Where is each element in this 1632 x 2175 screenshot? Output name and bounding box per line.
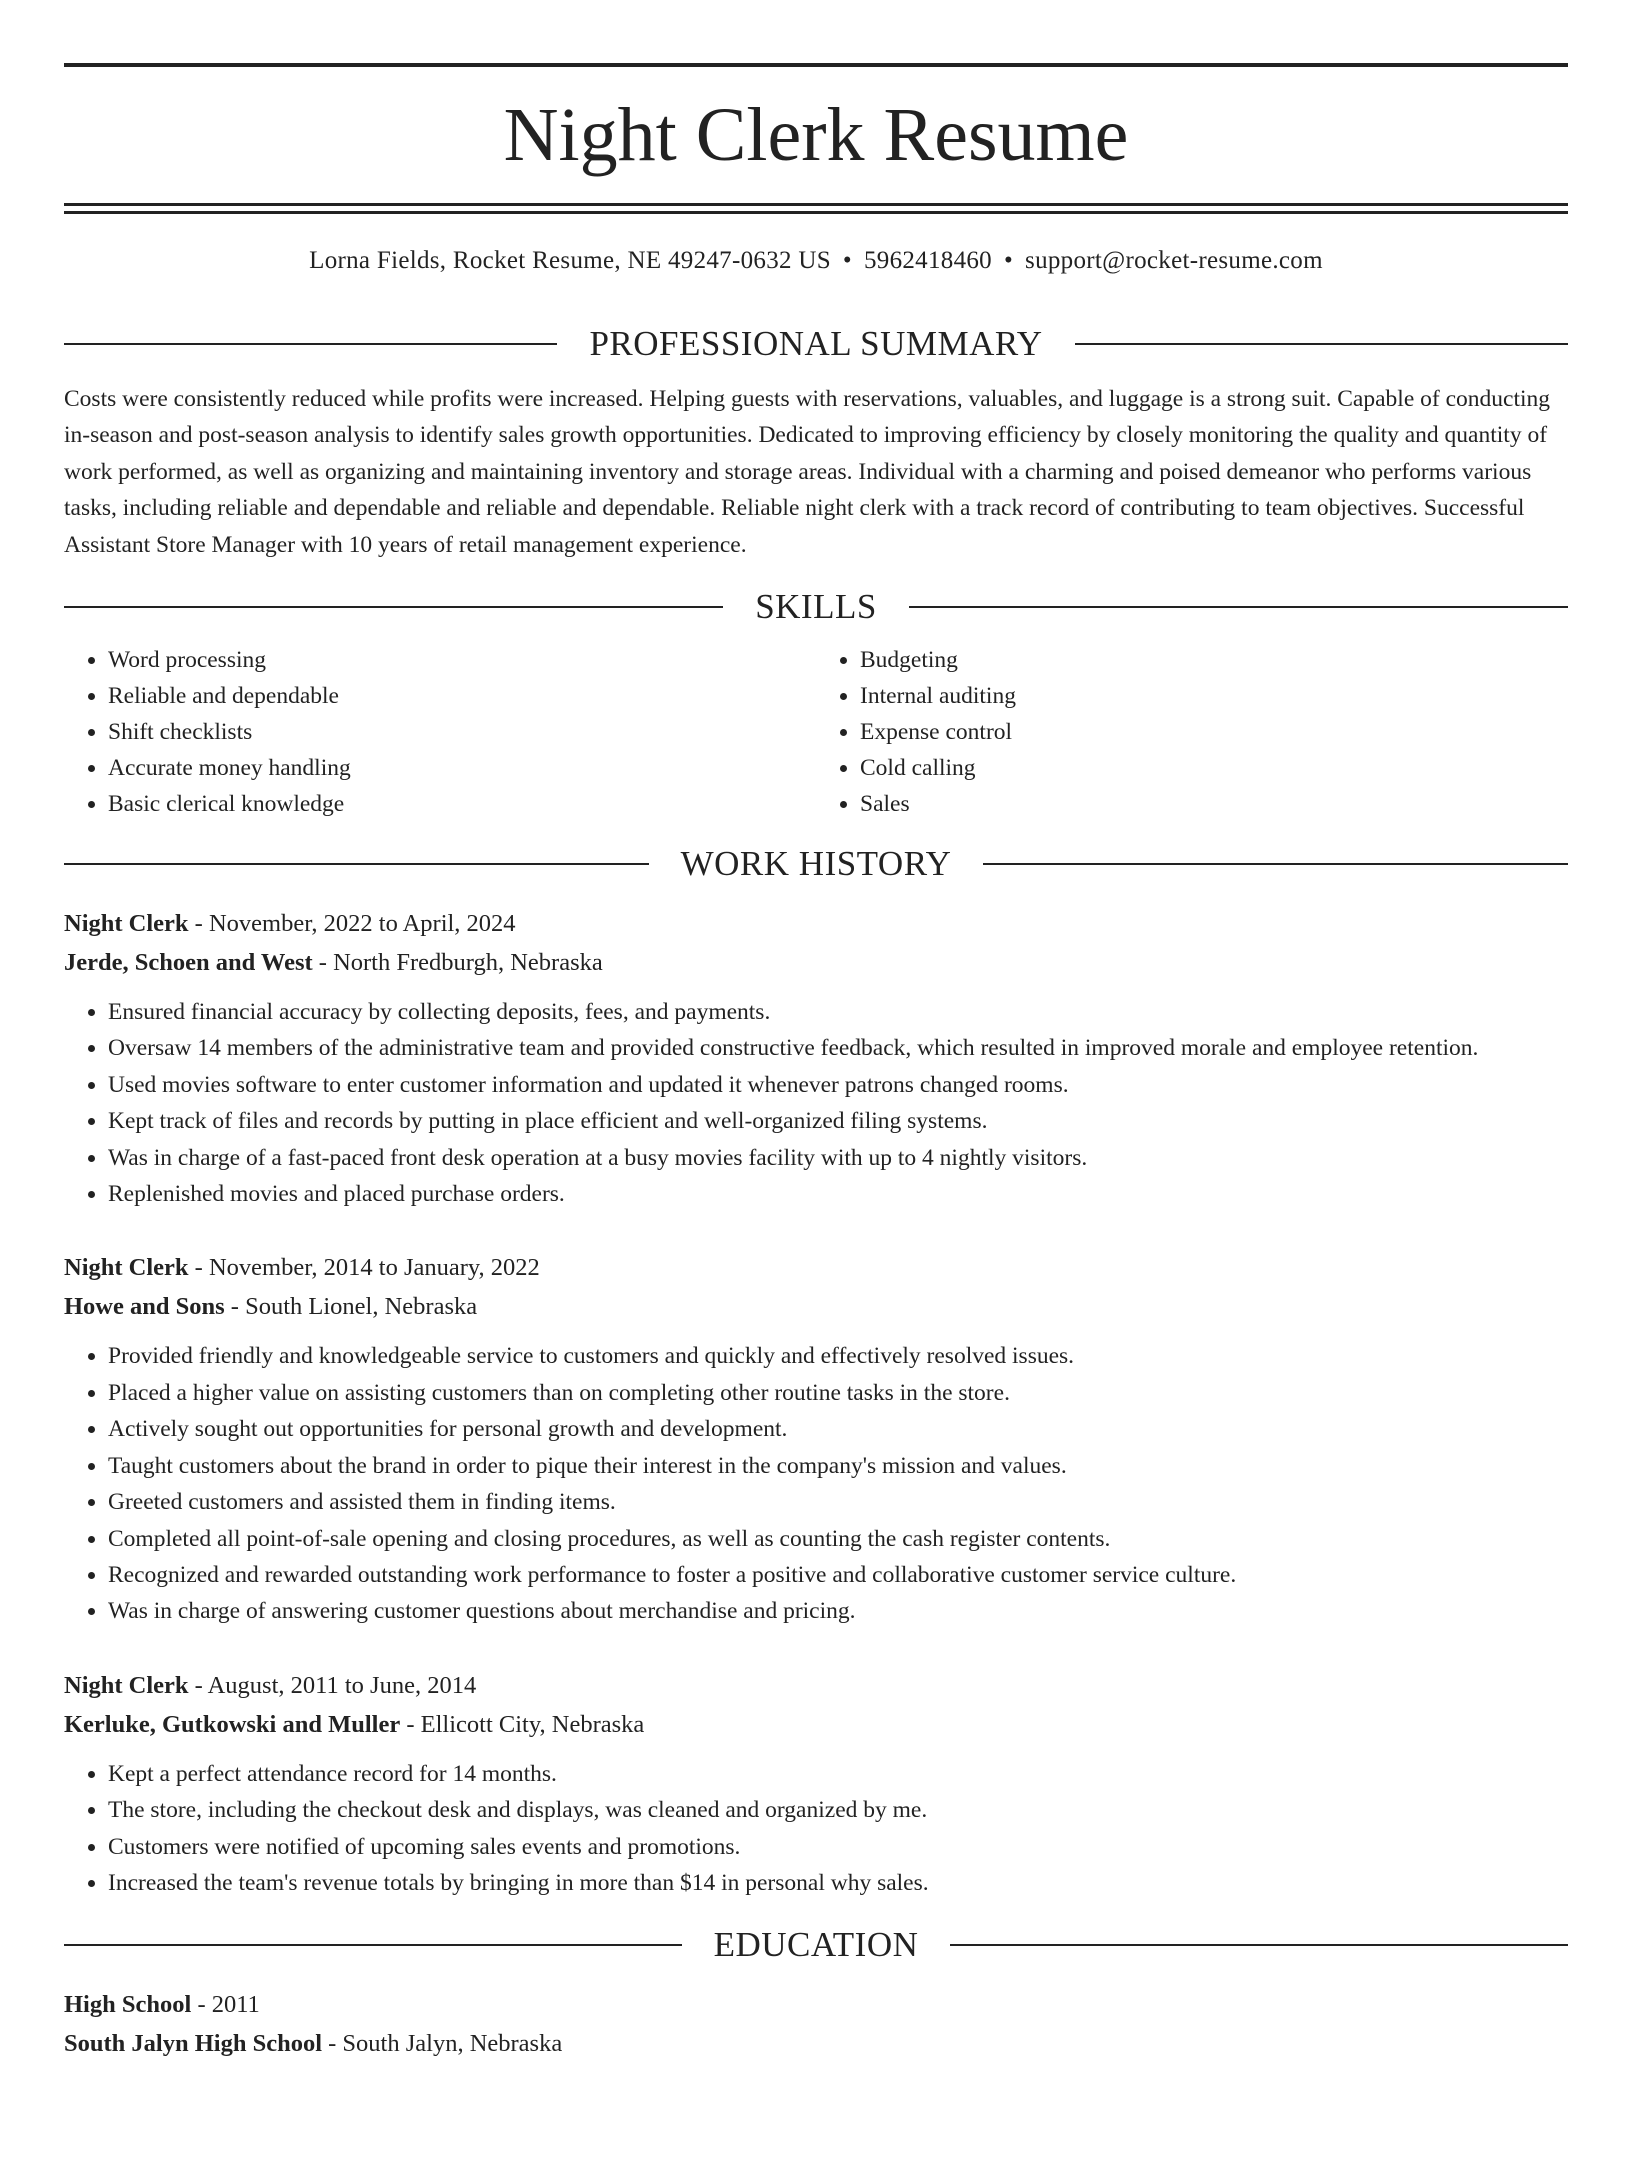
job-bullet: • Taught customers about the brand in order to pique their interest in the company's mission and values.	[108, 1448, 1568, 1484]
job-dates: - August, 2011 to June, 2014	[188, 1671, 477, 1699]
education-school: South Jalyn High School	[64, 2030, 323, 2058]
job-location: - South Lionel, Nebraska	[224, 1293, 478, 1321]
job-bullet: • Was in charge of a fast-paced front desk operation at a busy movies facility with up to 4 nightly visitors.	[108, 1140, 1568, 1176]
job-bullet: • Completed all point-of-sale opening and closing procedures, as well as counting the cash register contents.	[108, 1521, 1568, 1557]
job-title: Night Clerk	[64, 1254, 189, 1282]
job-company: Howe and Sons	[64, 1293, 225, 1321]
job-company-line	[64, 1705, 1568, 1744]
education-school-line	[64, 2024, 1568, 2063]
heading-rule-right	[909, 606, 1568, 608]
job-title-line	[64, 1248, 1568, 1287]
job-bullet: • Kept a perfect attendance record for 14 months.	[108, 1756, 1568, 1792]
job-bullet: • Provided friendly and knowledgeable service to customers and quickly and effectively resolved issues.	[108, 1338, 1568, 1374]
education-entry	[64, 1985, 1568, 2063]
section-heading-skills	[64, 585, 1568, 629]
education-year: - 2011	[191, 1991, 260, 2019]
skill-item: • Reliable and dependable	[108, 678, 816, 714]
contact-separator: •	[842, 247, 852, 274]
skill-item: • Sales	[860, 786, 1568, 822]
job-dates: - November, 2022 to April, 2024	[188, 910, 516, 938]
section-title: SKILLS	[755, 587, 877, 627]
heading-rule-right	[950, 1944, 1568, 1946]
job-bullet: • Customers were notified of upcoming sales events and promotions.	[108, 1829, 1568, 1865]
skill-item: • Basic clerical knowledge	[108, 786, 816, 822]
job-company-line	[64, 1287, 1568, 1326]
job-title: Night Clerk	[64, 1671, 189, 1699]
job-bullet: • Recognized and rewarded outstanding work performance to foster a positive and collaborative customer service culture.	[108, 1557, 1568, 1593]
education-degree: High School	[64, 1991, 192, 2019]
job-bullet: • Kept track of files and records by putting in place efficient and well-organized filing systems.	[108, 1103, 1568, 1139]
job-bullet: • The store, including the checkout desk and displays, was cleaned and organized by me.	[108, 1792, 1568, 1828]
job-bullet: • Actively sought out opportunities for personal growth and development.	[108, 1411, 1568, 1447]
contact-line	[64, 244, 1568, 278]
skills-column-right	[816, 642, 1568, 822]
skill-item: • Internal auditing	[860, 678, 1568, 714]
contact-phone: 5962418460	[863, 247, 992, 274]
job-location: - Ellicott City, Nebraska	[400, 1710, 645, 1738]
heading-rule-left	[64, 863, 649, 865]
resume-page	[0, 63, 1632, 2175]
skill-item: • Shift checklists	[108, 714, 816, 750]
job-bullets	[64, 1338, 1568, 1629]
section-title: WORK HISTORY	[680, 844, 952, 884]
skill-item: • Word processing	[108, 642, 816, 678]
education-degree-line	[64, 1985, 1568, 2024]
contact-email: support@rocket-resume.com	[1025, 247, 1323, 274]
job-entry	[64, 904, 1568, 1212]
job-bullet: • Placed a higher value on assisting customers than on completing other routine tasks in the store.	[108, 1375, 1568, 1411]
job-company-line	[64, 943, 1568, 982]
section-heading-summary	[64, 322, 1568, 366]
section-heading-education	[64, 1923, 1568, 1967]
heading-rule-left	[64, 343, 557, 345]
heading-rule-left	[64, 1944, 682, 1946]
job-bullet: • Replenished movies and placed purchase orders.	[108, 1176, 1568, 1212]
heading-rule-right	[983, 863, 1568, 865]
job-bullets	[64, 1756, 1568, 1902]
heading-rule-right	[1075, 343, 1568, 345]
job-bullets	[64, 994, 1568, 1212]
job-bullet: • Ensured financial accuracy by collecting deposits, fees, and payments.	[108, 994, 1568, 1030]
education-location: - South Jalyn, Nebraska	[322, 2030, 563, 2058]
contact-separator: •	[1003, 247, 1014, 274]
summary-paragraph: Costs were consistently reduced while profits were increased. Helping guests with reservations, valuables, and luggage is a strong suit. Capable of conducting in-season and post-season analysis to identify sales growth opportunities. Dedicated to improving efficiency by closely monitoring the quality and quantity of work performed, as well as organizing and maintaining inventory and storage areas. Individual with a charming and poised demeanor who performs various tasks, including reliable and dependable and reliable and dependable. Reliable night clerk with a track record of contributing to team objectives. Successful Assistant Store Manager with 10 years of retail management experience.	[64, 386, 1550, 558]
job-entry	[64, 1248, 1568, 1629]
skill-item: • Cold calling	[860, 750, 1568, 786]
job-bullet: • Greeted customers and assisted them in finding items.	[108, 1484, 1568, 1520]
contact-address: Lorna Fields, Rocket Resume, NE 49247-0632 US	[309, 247, 831, 274]
top-rule	[64, 63, 1568, 67]
job-title-line	[64, 904, 1568, 943]
job-bullet: • Was in charge of answering customer questions about merchandise and pricing.	[108, 1593, 1568, 1629]
job-location: - North Fredburgh, Nebraska	[312, 949, 603, 977]
heading-rule-left	[64, 606, 723, 608]
section-heading-work	[64, 842, 1568, 886]
job-bullet: • Increased the team's revenue totals by bringing in more than $14 in personal why sales.	[108, 1865, 1568, 1901]
skill-item: • Accurate money handling	[108, 750, 816, 786]
job-title: Night Clerk	[64, 910, 189, 938]
skills-column-left	[64, 642, 816, 822]
page-title: Night Clerk Resume	[503, 93, 1129, 177]
skills-grid	[64, 642, 1568, 822]
job-bullet: • Used movies software to enter customer information and updated it whenever patrons changed rooms.	[108, 1067, 1568, 1103]
job-title-line	[64, 1666, 1568, 1705]
skill-item: • Budgeting	[860, 642, 1568, 678]
section-title: EDUCATION	[713, 1925, 919, 1965]
title-double-rule	[64, 203, 1568, 214]
job-entry	[64, 1666, 1568, 1902]
job-company: Kerluke, Gutkowski and Muller	[64, 1710, 401, 1738]
skill-item: • Expense control	[860, 714, 1568, 750]
job-company: Jerde, Schoen and West	[64, 949, 313, 977]
job-bullet: • Oversaw 14 members of the administrative team and provided constructive feedback, which resulted in improved morale and employee retention.	[108, 1030, 1568, 1066]
section-title: PROFESSIONAL SUMMARY	[589, 324, 1043, 363]
job-dates: - November, 2014 to January, 2022	[188, 1254, 540, 1282]
